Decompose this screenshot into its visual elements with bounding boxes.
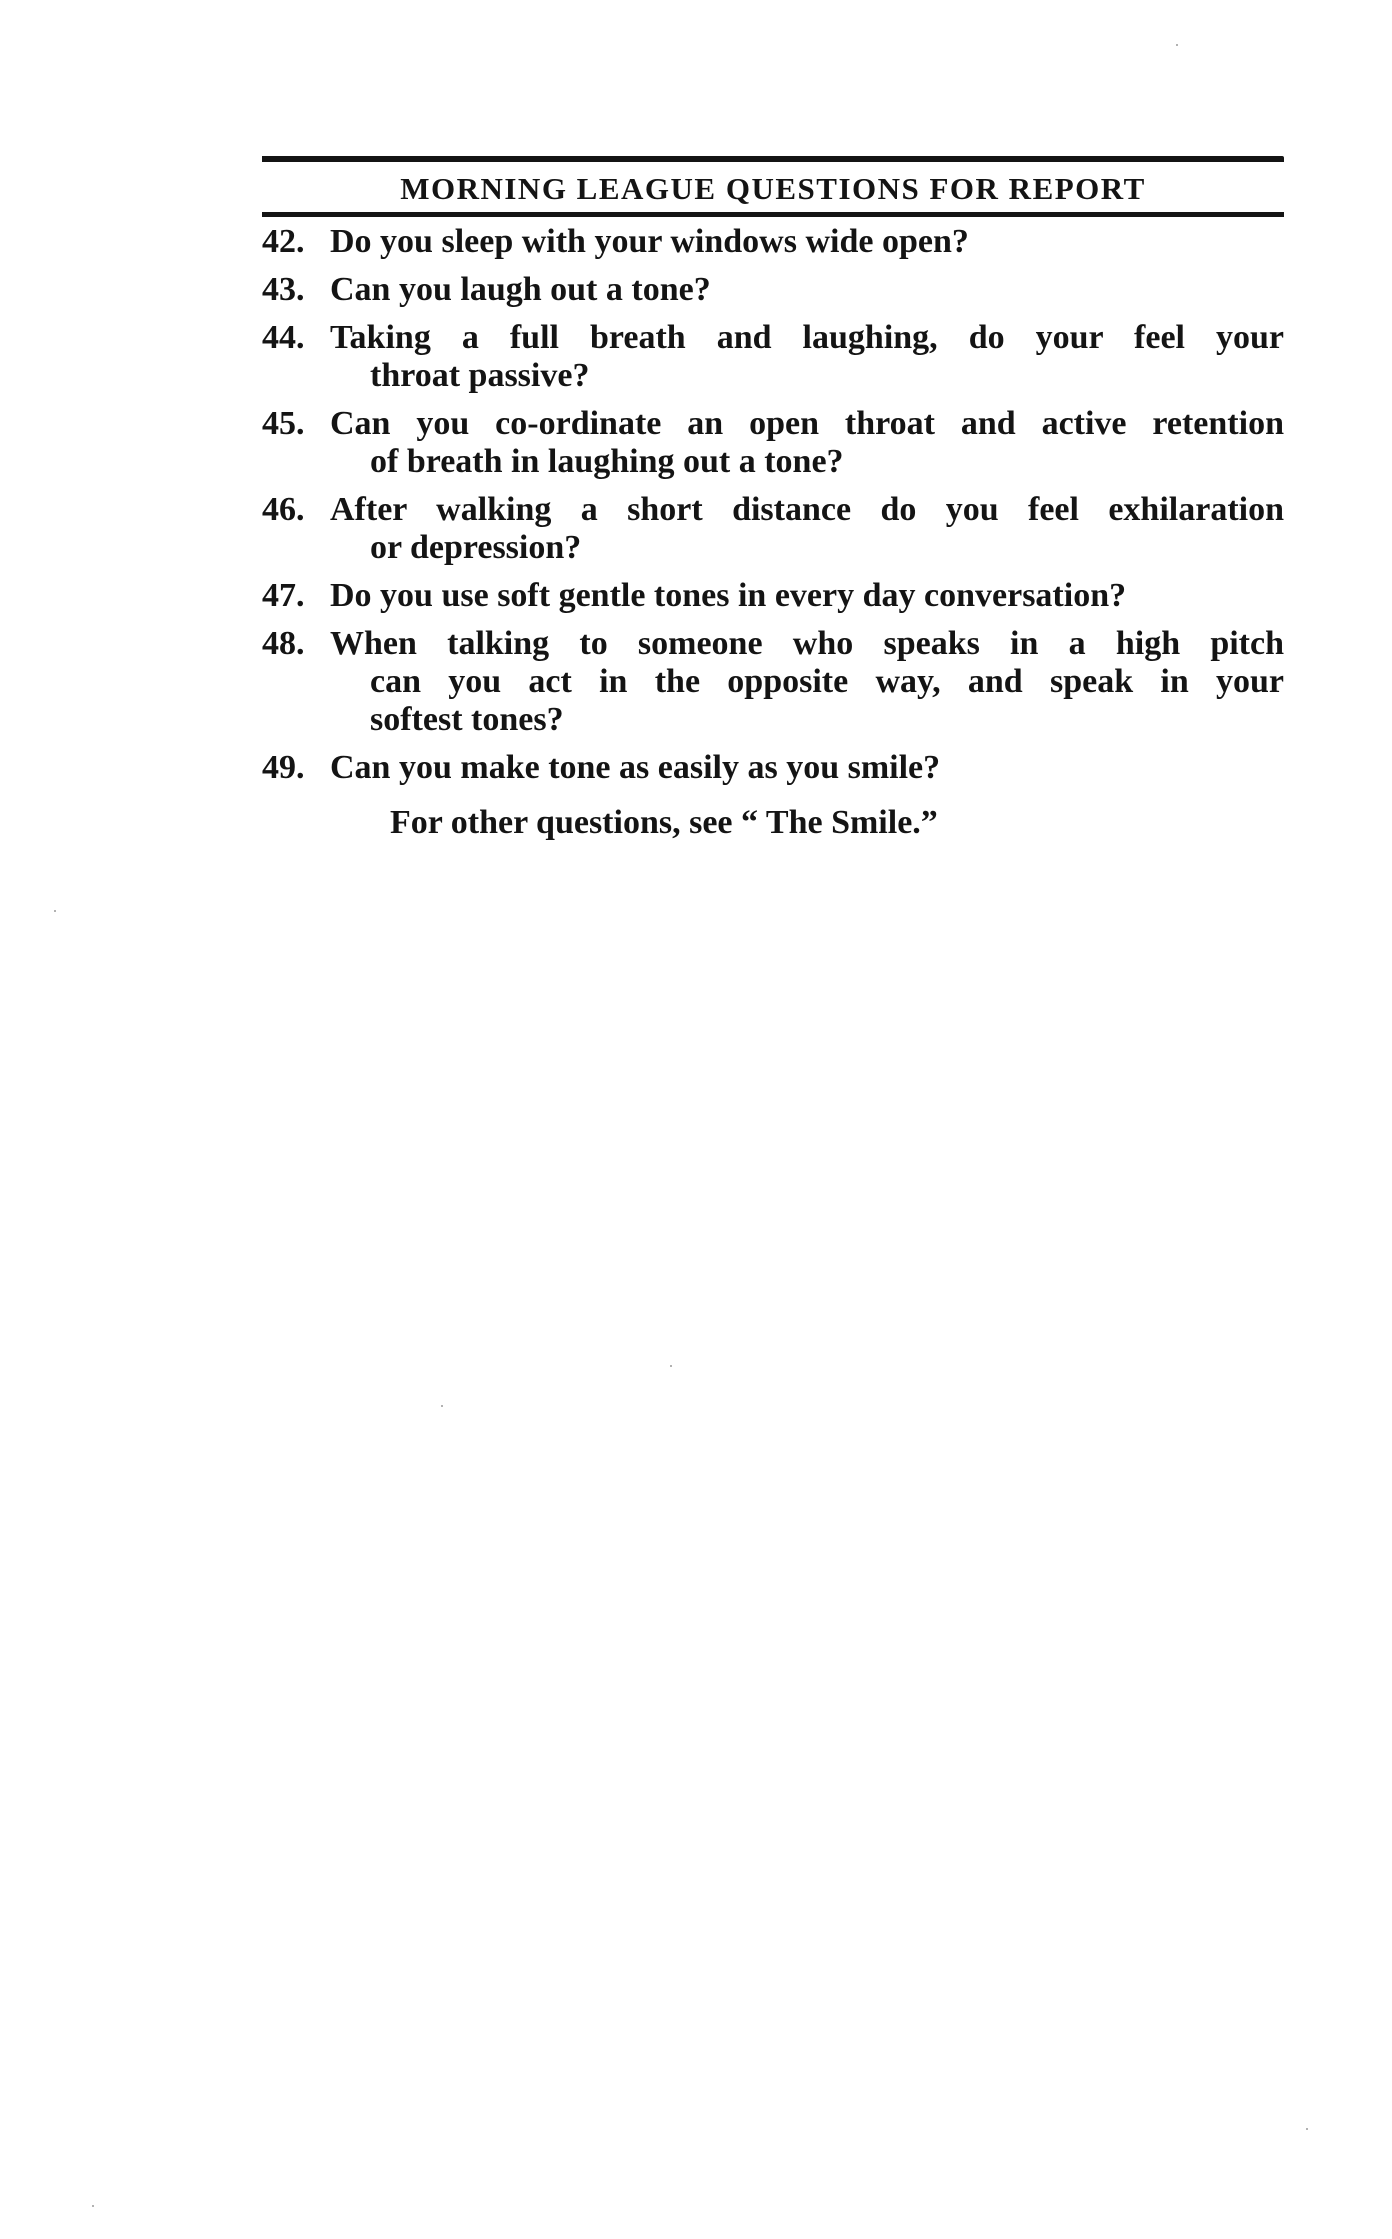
question-number: 45. bbox=[262, 405, 305, 442]
scan-speck bbox=[670, 1365, 672, 1367]
question-text bbox=[330, 625, 1284, 739]
question-item bbox=[262, 625, 1284, 739]
question-line: After walking a short distance do you feel exhilaration bbox=[330, 491, 1284, 528]
scan-speck bbox=[54, 910, 56, 912]
question-line: Do you use soft gentle tones in every day conversation? bbox=[330, 577, 1127, 614]
heading-rule bbox=[262, 212, 1284, 217]
question-item bbox=[262, 223, 1284, 261]
question-text bbox=[330, 577, 1284, 615]
question-item bbox=[262, 749, 1284, 787]
question-line: Can you make tone as easily as you smile? bbox=[330, 749, 941, 786]
question-item bbox=[262, 271, 1284, 309]
question-item bbox=[262, 577, 1284, 615]
question-line: can you act in the opposite way, and speak in your bbox=[370, 663, 1284, 700]
question-text bbox=[330, 491, 1284, 567]
question-block bbox=[262, 156, 1284, 843]
page-heading: MORNING LEAGUE QUESTIONS FOR REPORT bbox=[400, 171, 1146, 206]
question-line: Can you laugh out a tone? bbox=[330, 271, 711, 308]
question-line: softest tones? bbox=[370, 701, 564, 738]
question-line: or depression? bbox=[370, 529, 582, 566]
question-item bbox=[262, 405, 1284, 481]
question-text bbox=[330, 319, 1284, 395]
question-text bbox=[330, 749, 1284, 787]
question-number: 43. bbox=[262, 271, 305, 308]
question-line: Taking a full breath and laughing, do your feel your bbox=[330, 319, 1284, 356]
question-number: 49. bbox=[262, 749, 305, 786]
question-text bbox=[330, 271, 1284, 309]
question-number: 47. bbox=[262, 577, 305, 614]
question-item bbox=[262, 319, 1284, 395]
question-number: 42. bbox=[262, 223, 305, 260]
scan-speck bbox=[1176, 44, 1178, 46]
question-text bbox=[330, 223, 1284, 261]
question-list bbox=[262, 223, 1284, 787]
question-number: 46. bbox=[262, 491, 305, 528]
question-line: Can you co-ordinate an open throat and active retention bbox=[330, 405, 1284, 442]
scan-speck bbox=[441, 1405, 443, 1407]
question-item bbox=[262, 491, 1284, 567]
scan-speck bbox=[92, 2205, 94, 2207]
question-number: 48. bbox=[262, 625, 305, 662]
question-line: Do you sleep with your windows wide open? bbox=[330, 223, 969, 260]
question-line: When talking to someone who speaks in a high pitch bbox=[330, 625, 1284, 662]
question-number: 44. bbox=[262, 319, 305, 356]
question-line: throat passive? bbox=[370, 357, 590, 394]
scan-speck bbox=[1306, 2128, 1308, 2130]
footer-note: For other questions, see “ The Smile.” bbox=[390, 804, 938, 841]
question-text bbox=[330, 405, 1284, 481]
question-line: of breath in laughing out a tone? bbox=[370, 443, 844, 480]
